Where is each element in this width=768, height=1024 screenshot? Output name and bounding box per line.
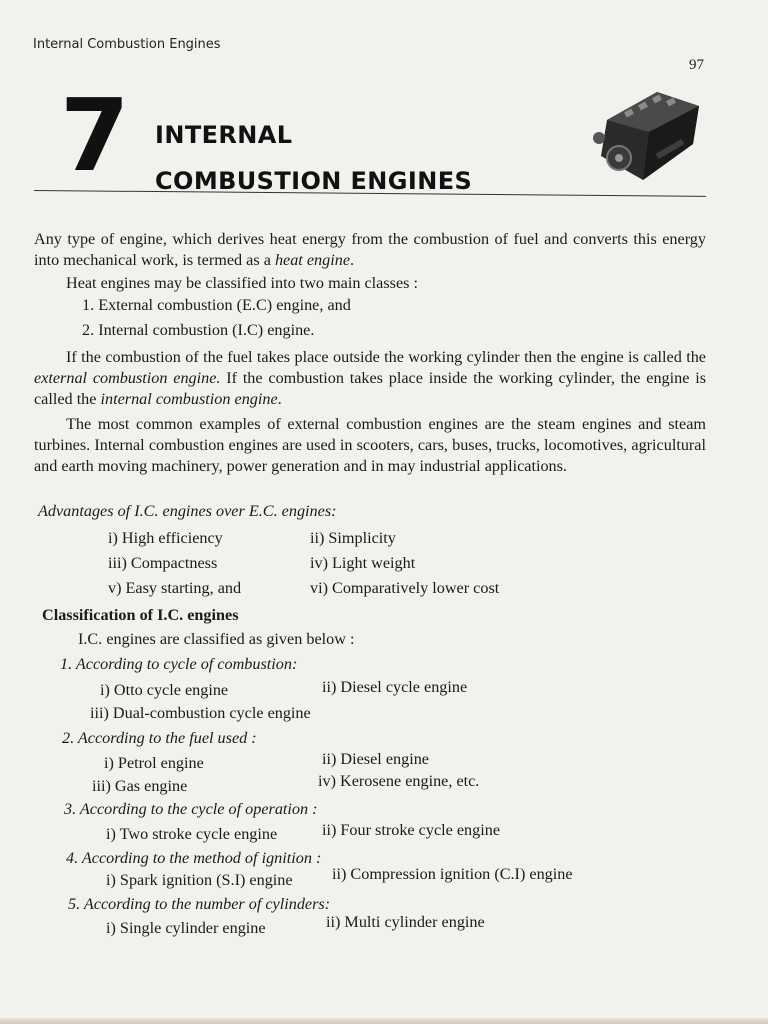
classification-item: ii) Four stroke cycle engine	[322, 821, 501, 839]
chapter-title	[155, 112, 472, 204]
advantages-column-2	[310, 526, 499, 601]
page-bottom-edge	[0, 1018, 768, 1024]
examples-paragraph: The most common examples of external combustion engines are the steam engines and steam turbines. Internal combustion engines are used in scooters, cars, buses, trucks, locomotives, agricultural and earth moving machinery, power generation and in may industrial applications.	[34, 415, 706, 475]
heat-engine-term: heat engine	[274, 251, 351, 269]
classification-item: i) Petrol engine	[104, 754, 204, 772]
classification-item: iv) Kerosene engine, etc.	[318, 772, 480, 790]
ec-ic-text-3: .	[277, 390, 282, 408]
intro-text-after: .	[350, 251, 355, 269]
ec-ic-text-2: If the combustion takes place inside the working cylinder, the engine is called the	[34, 369, 706, 408]
classification-heading: Classification of I.C. engines	[42, 606, 239, 624]
running-head: Internal Combustion Engines	[33, 37, 221, 52]
classification-item: ii) Multi cylinder engine	[326, 913, 485, 931]
ec-ic-paragraph	[34, 347, 706, 410]
advantage-item: iii) Compactness	[108, 554, 218, 572]
classification-item: iii) Gas engine	[92, 777, 188, 795]
classification-group-title: 2. According to the fuel used :	[62, 729, 257, 747]
classification-item: ii) Diesel cycle engine	[322, 678, 468, 696]
ic-engine-term: internal combustion engine	[100, 390, 278, 408]
advantages-heading: Advantages of I.C. engines over E.C. engines:	[38, 502, 337, 520]
classification-item: i) Two stroke cycle engine	[106, 825, 278, 843]
advantage-item: vi) Comparatively lower cost	[310, 579, 500, 597]
intro-text-before: Any type of engine, which derives heat energy from the combustion of fuel and converts this energy into mechanical work, is termed as a	[34, 230, 706, 269]
advantage-item: ii) Simplicity	[310, 529, 396, 547]
chapter-title-line-1: INTERNAL	[155, 121, 293, 149]
ec-engine-term: external combustion engine.	[34, 369, 221, 387]
class-item-ic: 2. Internal combustion (I.C) engine.	[82, 321, 315, 339]
classification-group-title: 3. According to the cycle of operation :	[64, 800, 318, 818]
classification-item: i) Otto cycle engine	[100, 681, 229, 699]
classification-item: iii) Dual-combustion cycle engine	[90, 704, 311, 722]
advantage-item: v) Easy starting, and	[108, 579, 242, 597]
page-number: 97	[689, 57, 704, 73]
classification-group-title: 4. According to the method of ignition :	[66, 849, 322, 867]
advantage-item: i) High efficiency	[108, 529, 223, 547]
class-item-ec: 1. External combustion (E.C) engine, and	[82, 296, 351, 314]
engine-block-illustration	[585, 84, 707, 192]
classification-item: ii) Diesel engine	[322, 750, 429, 768]
classification-intro: I.C. engines are classified as given below :	[78, 630, 355, 648]
intro-paragraph	[34, 229, 706, 271]
chapter-title-line-2: COMBUSTION ENGINES	[155, 167, 473, 195]
classification-group-title: 5. According to the number of cylinders:	[68, 895, 331, 913]
classes-intro: Heat engines may be classified into two main classes :	[66, 274, 418, 292]
advantage-item: iv) Light weight	[310, 554, 416, 572]
classification-item: i) Single cylinder engine	[106, 919, 266, 937]
classification-item: i) Spark ignition (S.I) engine	[106, 871, 293, 889]
classification-group-title: 1. According to cycle of combustion:	[60, 655, 298, 673]
ec-ic-text-1: If the combustion of the fuel takes place outside the working cylinder then the engine is called the	[66, 348, 706, 366]
classification-item: ii) Compression ignition (C.I) engine	[332, 865, 573, 883]
advantages-column-1	[108, 526, 241, 601]
chapter-number: 7	[60, 77, 126, 194]
